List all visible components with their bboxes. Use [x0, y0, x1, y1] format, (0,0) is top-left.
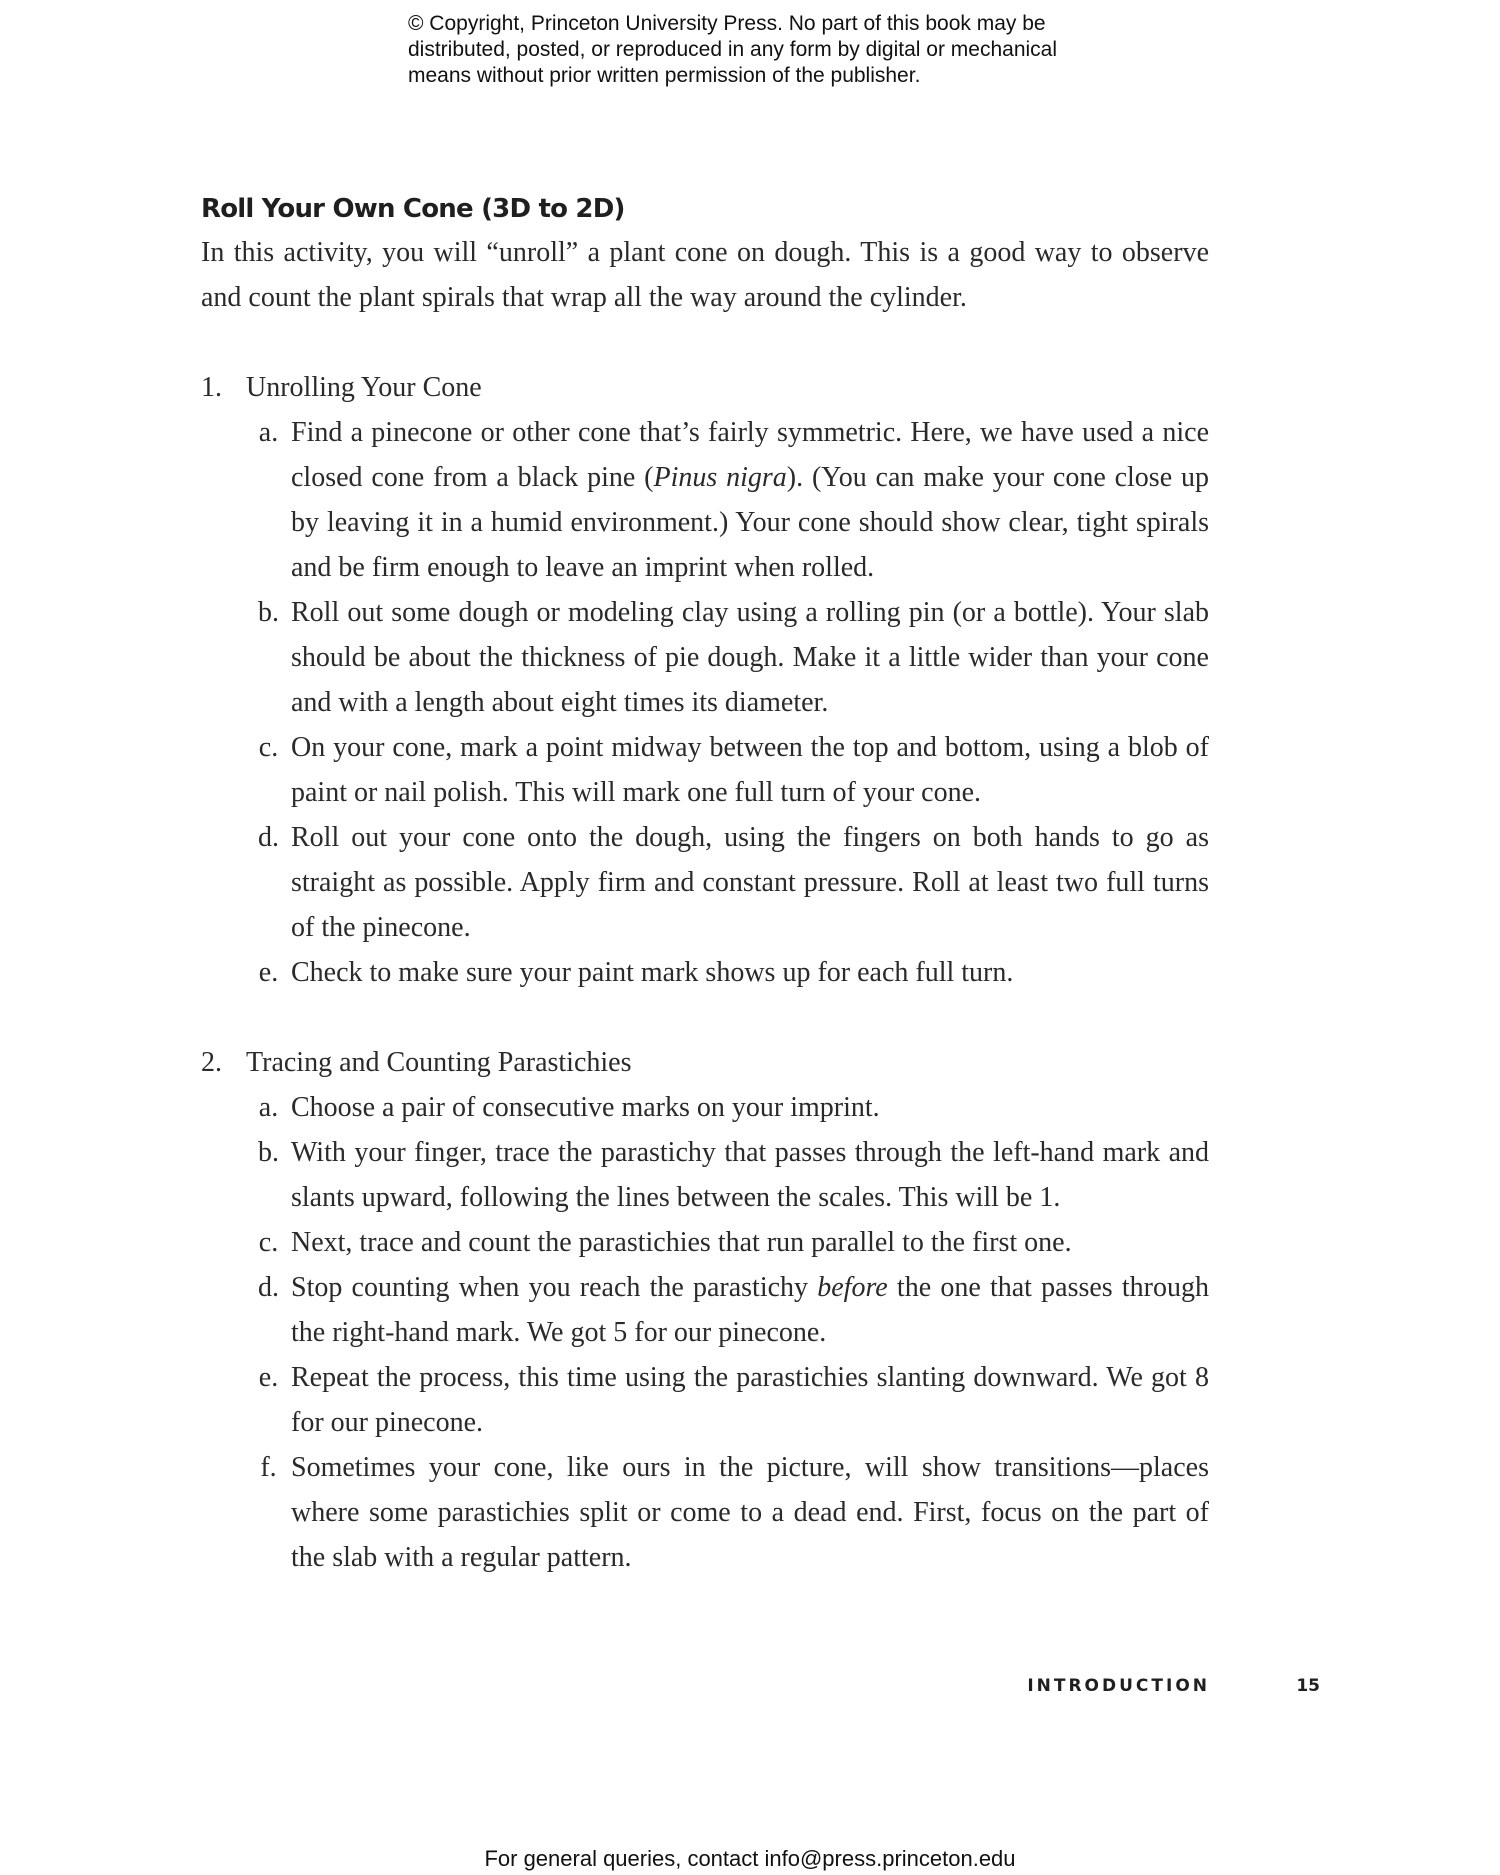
item-letter: b. [258, 597, 279, 628]
contact-line: For general queries, contact info@press.princeton.edu [484, 1846, 1016, 1871]
item-text: On your cone, mark a point midway between the top and bottom, using a blob of paint or nail polish. This will mark one full turn of your cone. [291, 732, 1209, 808]
list-item [201, 1220, 1209, 1265]
copyright-line: distributed, posted, or reproduced in any form by digital or mechanical [408, 38, 1058, 61]
item-text: Check to make sure your paint mark shows up for each full turn. [291, 957, 1014, 988]
section-number: 2. [201, 1047, 222, 1078]
item-letter: e. [258, 1362, 279, 1393]
copyright-line: © Copyright, Princeton University Press. No part of this book may be [408, 12, 1046, 35]
list-item [201, 1265, 1209, 1355]
section-title: Unrolling Your Cone [246, 372, 482, 403]
list-item [201, 1130, 1209, 1220]
list-item [201, 950, 1209, 995]
item-text: Repeat the process, this time using the parastichies slanting downward. We got 8 for our pinecone. [291, 1362, 1209, 1438]
activity-title: Roll Your Own Cone (3D to 2D) [201, 194, 625, 224]
section-tracing [201, 1040, 1209, 1580]
page-number: 15 [1296, 1676, 1320, 1696]
step-list [201, 410, 1209, 995]
item-text: Roll out some dough or modeling clay using a rolling pin (or a bottle). Your slab should be about the thickness of pie dough. Make it a little wider than your cone and with a length about eight times its diameter. [291, 597, 1209, 718]
list-item [201, 815, 1209, 950]
item-letter: c. [258, 732, 279, 763]
item-letter: d. [258, 822, 279, 853]
list-item [201, 1085, 1209, 1130]
running-head: INTRODUCTION [1027, 1676, 1210, 1696]
item-text: Roll out your cone onto the dough, using the fingers on both hands to go as straight as possible. Apply firm and constant pressure. Roll at least two full turns of the pinecone. [291, 822, 1209, 943]
section-number: 1. [201, 372, 222, 403]
list-item [201, 725, 1209, 815]
item-letter: b. [258, 1137, 279, 1168]
list-item [201, 410, 1209, 590]
item-letter: a. [258, 1092, 279, 1123]
section-heading [201, 1040, 1209, 1085]
emphasis-word: before [817, 1272, 888, 1303]
species-name: Pinus nigra [653, 462, 787, 493]
list-item [201, 1445, 1209, 1580]
section-title: Tracing and Counting Parastichies [246, 1047, 632, 1078]
intro-paragraph: In this activity, you will “unroll” a plant cone on dough. This is a good way to observe and count the plant spirals that wrap all the way around the cylinder. [201, 237, 1209, 313]
item-letter: d. [258, 1272, 279, 1303]
item-letter: a. [258, 417, 279, 448]
item-letter: f. [260, 1452, 277, 1483]
item-text: Next, trace and count the parastichies that run parallel to the first one. [291, 1227, 1072, 1258]
item-letter: c. [258, 1227, 279, 1258]
item-text: Sometimes your cone, like ours in the picture, will show transitions—places where some parastichies split or come to a dead end. First, focus on the part of the slab with a regular pattern. [291, 1452, 1209, 1573]
item-text: With your finger, trace the parastichy that passes through the left-hand mark and slants upward, following the lines between the scales. This will be 1. [291, 1137, 1209, 1213]
item-letter: e. [258, 957, 279, 988]
step-list [201, 1085, 1209, 1580]
item-text: Find a pinecone or other cone that’s fairly symmetric. Here, we have used a nice closed cone from a black pine (Pinus nigra). (You can make your cone close up by leaving it in a humid environment.) Your cone should show clear, tight spirals and be firm enough to leave an imprint when rolled. [291, 417, 1209, 583]
copyright-line: means without prior written permission of the publisher. [408, 64, 921, 87]
copyright-notice [408, 11, 1148, 89]
section-heading [201, 365, 1209, 410]
item-text: Stop counting when you reach the parastichy before the one that passes through the right-hand mark. We got 5 for our pinecone. [291, 1272, 1209, 1348]
item-text: Choose a pair of consecutive marks on your imprint. [291, 1092, 880, 1123]
list-item [201, 1355, 1209, 1445]
section-unrolling [201, 365, 1209, 995]
page-content [201, 190, 1209, 1580]
list-item [201, 590, 1209, 725]
